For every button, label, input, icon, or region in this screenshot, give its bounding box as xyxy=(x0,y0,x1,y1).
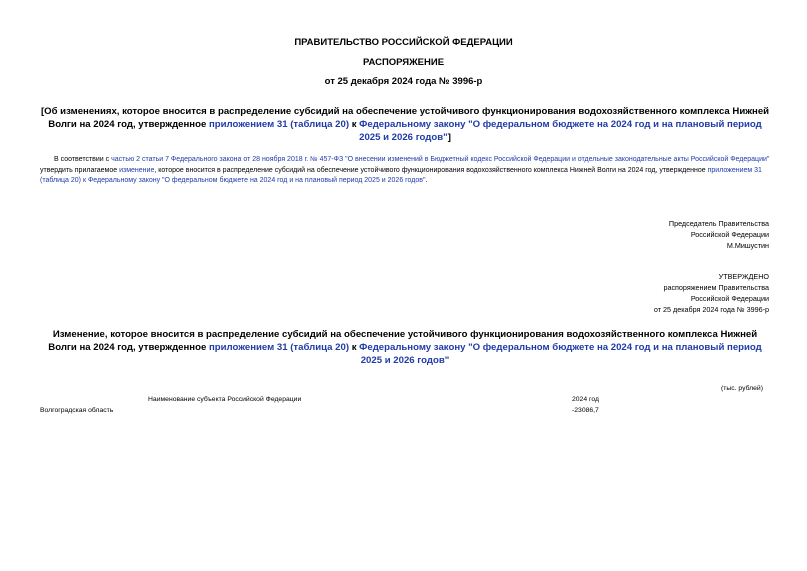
resolution-paragraph xyxy=(40,155,770,187)
paragraph-text: , которое вносится в распределение субсидий на обеспечение устойчивого функционирования водохозяйственного комплекса Нижней Волги на 2024 год, утвержденное xyxy=(154,166,708,174)
paragraph-text: В соответствии с xyxy=(54,156,112,163)
approval-line: от 25 декабря 2024 года № 3996-р xyxy=(653,305,769,314)
title-text: к xyxy=(349,119,360,130)
federal-law-link[interactable]: Федеральному закону "О федеральном бюджете на 2024 год и на плановый период 2025 и 2026 годов" xyxy=(359,119,762,143)
change-title xyxy=(40,328,770,367)
title-text: Изменение, которое вносится в распределение субсидий на обеспечение устойчивого функционирования водохозяйственного комплекса Нижней Волги на 2024 год, утвержденное xyxy=(48,329,758,353)
column-header-name: Наименование субъекта Российской Федерации xyxy=(148,396,302,403)
title-text: [Об изменениях, которое вносится в распределение субсидий на обеспечение устойчивого функционирования водохозяйственного комплекса Нижней Волги на 2024 год, утвержденное xyxy=(40,106,770,130)
table-unit-label: (тыс. рублей) xyxy=(720,385,763,392)
approval-line: Российской Федерации xyxy=(690,294,769,303)
change-link[interactable]: изменение xyxy=(119,166,155,174)
column-header-year: 2024 год xyxy=(572,396,599,403)
approval-line: распоряжением Правительства xyxy=(663,283,769,292)
document-title xyxy=(40,105,770,144)
title-text: ] xyxy=(447,132,451,143)
paragraph-text: утвердить прилагаемое xyxy=(40,166,120,174)
appendix-link[interactable]: приложением 31 (таблица 20) xyxy=(208,119,350,130)
approval-line: УТВЕРЖДЕНО xyxy=(718,272,769,281)
approval-stamp xyxy=(654,271,769,315)
table-cell-value: -23086,7 xyxy=(572,407,599,414)
table-cell-region: Волгоградская область xyxy=(40,407,114,414)
federal-law-link[interactable]: Федеральному закону "О федеральном бюджете на 2024 год и на плановый период 2025 и 2026 годов" xyxy=(359,342,762,366)
signature-position: Российской Федерации xyxy=(690,230,769,239)
title-text: к xyxy=(349,342,360,353)
date-number-heading: от 25 декабря 2024 года № 3996-р xyxy=(324,76,483,87)
signature-position: Председатель Правительства xyxy=(668,219,769,228)
paragraph-text: . xyxy=(425,177,428,184)
law-457-link[interactable]: частью 2 статьи 7 Федерального закона от 28 ноября 2018 г. № 457-ФЗ "О внесении изменений в Бюджетный кодекс Российской Федерации и отдельные законодательные акты Российской Федерации" xyxy=(111,156,770,163)
signature-block xyxy=(669,218,769,251)
appendix-link[interactable]: приложением 31 (таблица 20) xyxy=(208,342,350,353)
signature-name: М.Мишустин xyxy=(726,241,769,250)
appendix-law-link[interactable]: приложением 31 (таблица 20) к Федеральному закону "О федеральном бюджете на 2024 год и на плановый период 2025 и 2026 годов" xyxy=(40,166,762,184)
government-heading: ПРАВИТЕЛЬСТВО РОССИЙСКОЙ ФЕДЕРАЦИИ xyxy=(294,37,513,48)
document-type-heading: РАСПОРЯЖЕНИЕ xyxy=(362,57,445,68)
